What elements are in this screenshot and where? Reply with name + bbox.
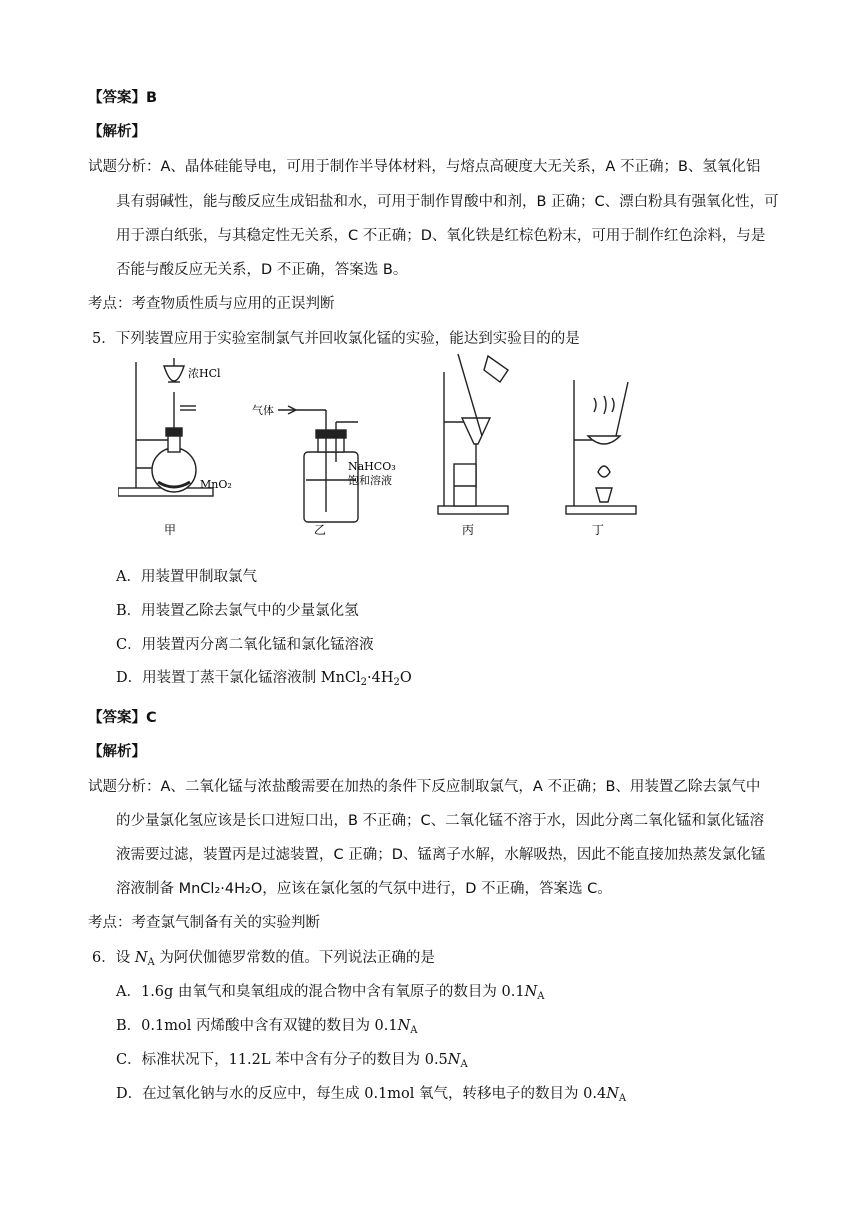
answer-label: 【答案】C: [88, 710, 157, 726]
analysis-label: 【解析】: [88, 124, 146, 140]
label-gas: 气体: [252, 404, 274, 417]
option-c: C．用装置丙分离二氧化锰和氯化锰溶液: [116, 637, 374, 653]
analysis-line: 具有弱碱性，能与酸反应生成铝盐和水，可用于制作胃酸中和剂，B 正确；C、漂白粉具有强氧化性，可: [116, 194, 779, 210]
analysis-line: 试题分析：A、晶体硅能导电，可用于制作半导体材料，与熔点高硬度大无关系，A 不正确；B、氢氧化铝: [88, 159, 761, 175]
na-symbol: N: [447, 1052, 461, 1068]
na-symbol: N: [134, 950, 148, 966]
na-symbol: N: [397, 1018, 411, 1034]
option-b: B．用装置乙除去氯气中的少量氯化氢: [116, 603, 359, 619]
question-stem: [92, 946, 435, 968]
apparatus-yi: [278, 406, 358, 522]
na-symbol: N: [524, 984, 538, 1000]
na-sub: A: [460, 1059, 468, 1070]
na-sub: A: [537, 991, 545, 1002]
apparatus-ding: [566, 380, 636, 514]
na-sub: A: [618, 1093, 627, 1104]
stem-post: 为阿伏伽德罗常数的值。下列说法正确的是: [154, 950, 435, 966]
option-a: A．用装置甲制取氯气: [116, 569, 257, 585]
option-c: [116, 1048, 468, 1070]
na-sub: A: [147, 957, 155, 968]
caption-bing: 丙: [462, 523, 475, 537]
apparatus-bing: [438, 354, 508, 514]
analysis-line: 否能与酸反应无关系，D 不正确，答案选 B。: [116, 262, 408, 278]
option-d-text: D．在过氧化钠与水的反应中，每生成 0.1mol 氧气，转移电子的数目为 0.4: [116, 1086, 607, 1102]
caption-jia: 甲: [164, 523, 177, 537]
option-d: [116, 1082, 626, 1104]
option-d-mid: ·4H: [367, 670, 394, 686]
kaodian: 考点：考查物质性质与应用的正误判断: [88, 296, 335, 312]
option-a-text: A．1.6g 由氧气和臭氧组成的混合物中含有氧原子的数目为 0.1: [116, 984, 525, 1000]
option-a: [116, 980, 545, 1002]
kaodian: 考点：考查氯气制备有关的实验判断: [88, 915, 320, 931]
stem-pre: 6．设: [92, 950, 135, 966]
analysis-line: 试题分析：A、二氧化锰与浓盐酸需要在加热的条件下反应制取氯气，A 不正确；B、用装置乙除去氯气中: [88, 779, 761, 795]
analysis-line: 溶液制备 MnCl₂·4H₂O，应该在氯化氢的气氛中进行，D 不正确，答案选 C。: [116, 881, 612, 897]
apparatus-figure: [118, 352, 678, 542]
option-b-text: B．0.1mol 丙烯酸中含有双键的数目为 0.1: [116, 1018, 398, 1034]
label-nahco3: NaHCO₃: [348, 460, 396, 473]
answer-label: 【答案】B: [88, 90, 158, 106]
label-hcl: 浓HCl: [188, 367, 221, 380]
analysis-line: 用于漂白纸张，与其稳定性无关系，C 不正确；D、氧化铁是红棕色粉末，可用于制作红色涂料，与是: [116, 228, 766, 244]
question-stem: 5．下列装置应用于实验室制氯气并回收氯化锰的实验，能达到实验目的的是: [92, 331, 580, 347]
na-symbol: N: [606, 1086, 619, 1102]
option-d-post: O: [399, 670, 412, 686]
analysis-label: 【解析】: [88, 744, 146, 760]
option-d-text: D．用装置丁蒸干氯化锰溶液制 MnCl: [116, 670, 361, 686]
label-saturated: 饱和溶液: [348, 474, 392, 487]
option-c-text: C．标准状况下，11.2L 苯中含有分子的数目为 0.5: [116, 1052, 448, 1068]
analysis-line: 液需要过滤，装置丙是过滤装置，C 正确；D、锰离子水解，水解吸热，因此不能直接加热蒸发氯化锰: [116, 847, 766, 863]
na-sub: A: [410, 1025, 418, 1036]
option-d-sub: 2: [360, 677, 368, 688]
caption-ding: 丁: [592, 523, 605, 537]
caption-yi: 乙: [314, 523, 327, 537]
analysis-line: 的少量氯化氢应该是长口进短口出，B 不正确；C、二氧化锰不溶于水，因此分离二氧化锰和氯化锰溶: [116, 813, 765, 829]
option-d: [116, 666, 412, 688]
option-b: [116, 1014, 418, 1036]
option-d-sub: 2: [393, 677, 400, 688]
label-mno2: MnO₂: [200, 478, 232, 491]
